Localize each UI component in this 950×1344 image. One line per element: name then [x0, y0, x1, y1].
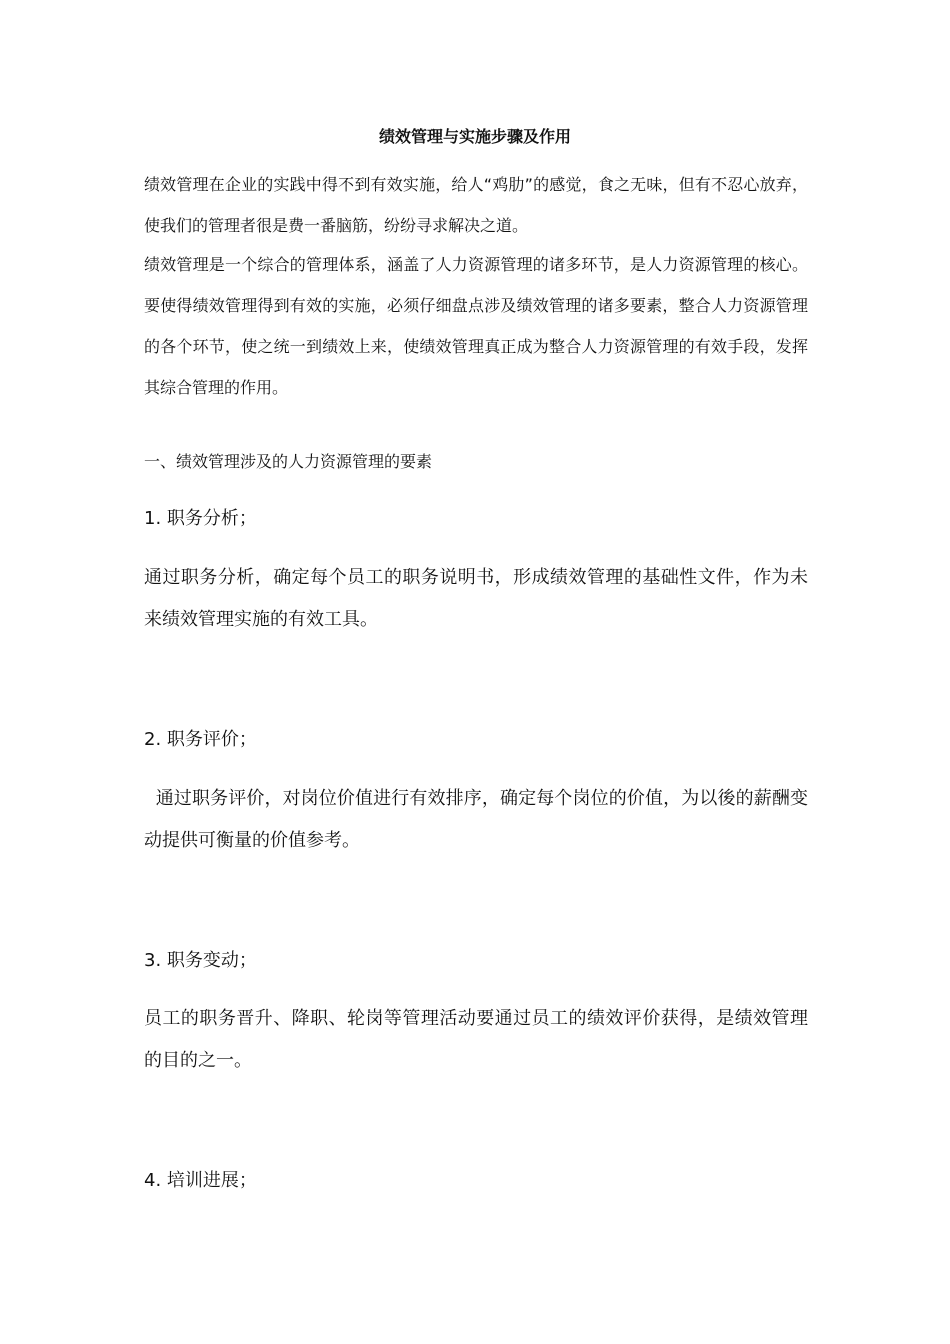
document-title: 绩效管理与实施步骤及作用 [378, 127, 571, 146]
item-body-job-change: 员工的职务晋升、降职、轮岗等管理活动要通过员工的绩效评价获得，是绩效管理的目的之一。 [144, 1008, 808, 1071]
intro-paragraph-1: 绩效管理在企业的实践中得不到有效实施，给人“鸡肋”的感觉，食之无味，但有不忍心放弃，使我们的管理者很是费一番脑筋，纷纷寻求解决之道。 [144, 175, 808, 235]
item-heading-job-change: 3. 职务变动； [144, 950, 257, 971]
item-heading-job-evaluation: 2. 职务评价； [144, 729, 257, 750]
section-heading: 一、绩效管理涉及的人力资源管理的要素 [144, 452, 433, 471]
item-heading-job-analysis: 1. 职务分析； [144, 508, 257, 529]
item-heading-training: 4. 培训进展； [144, 1170, 257, 1191]
intro-paragraph-2: 绩效管理是一个综合的管理体系，涵盖了人力资源管理的诸多环节，是人力资源管理的核心。要使得绩效管理得到有效的实施，必须仔细盘点涉及绩效管理的诸多要素，整合人力资源管理的各个环节，使之统一到绩效上来，使绩效管理真正成为整合人力资源管理的有效手段，发挥其综合管理的作用。 [144, 255, 808, 397]
item-body-job-evaluation: 通过职务评价，对岗位价值进行有效排序，确定每个岗位的价值，为以後的薪酬变动提供可衡量的价值参考。 [144, 788, 809, 851]
item-body-job-analysis: 通过职务分析，确定每个员工的职务说明书，形成绩效管理的基础性文件，作为未来绩效管理实施的有效工具。 [144, 567, 808, 630]
